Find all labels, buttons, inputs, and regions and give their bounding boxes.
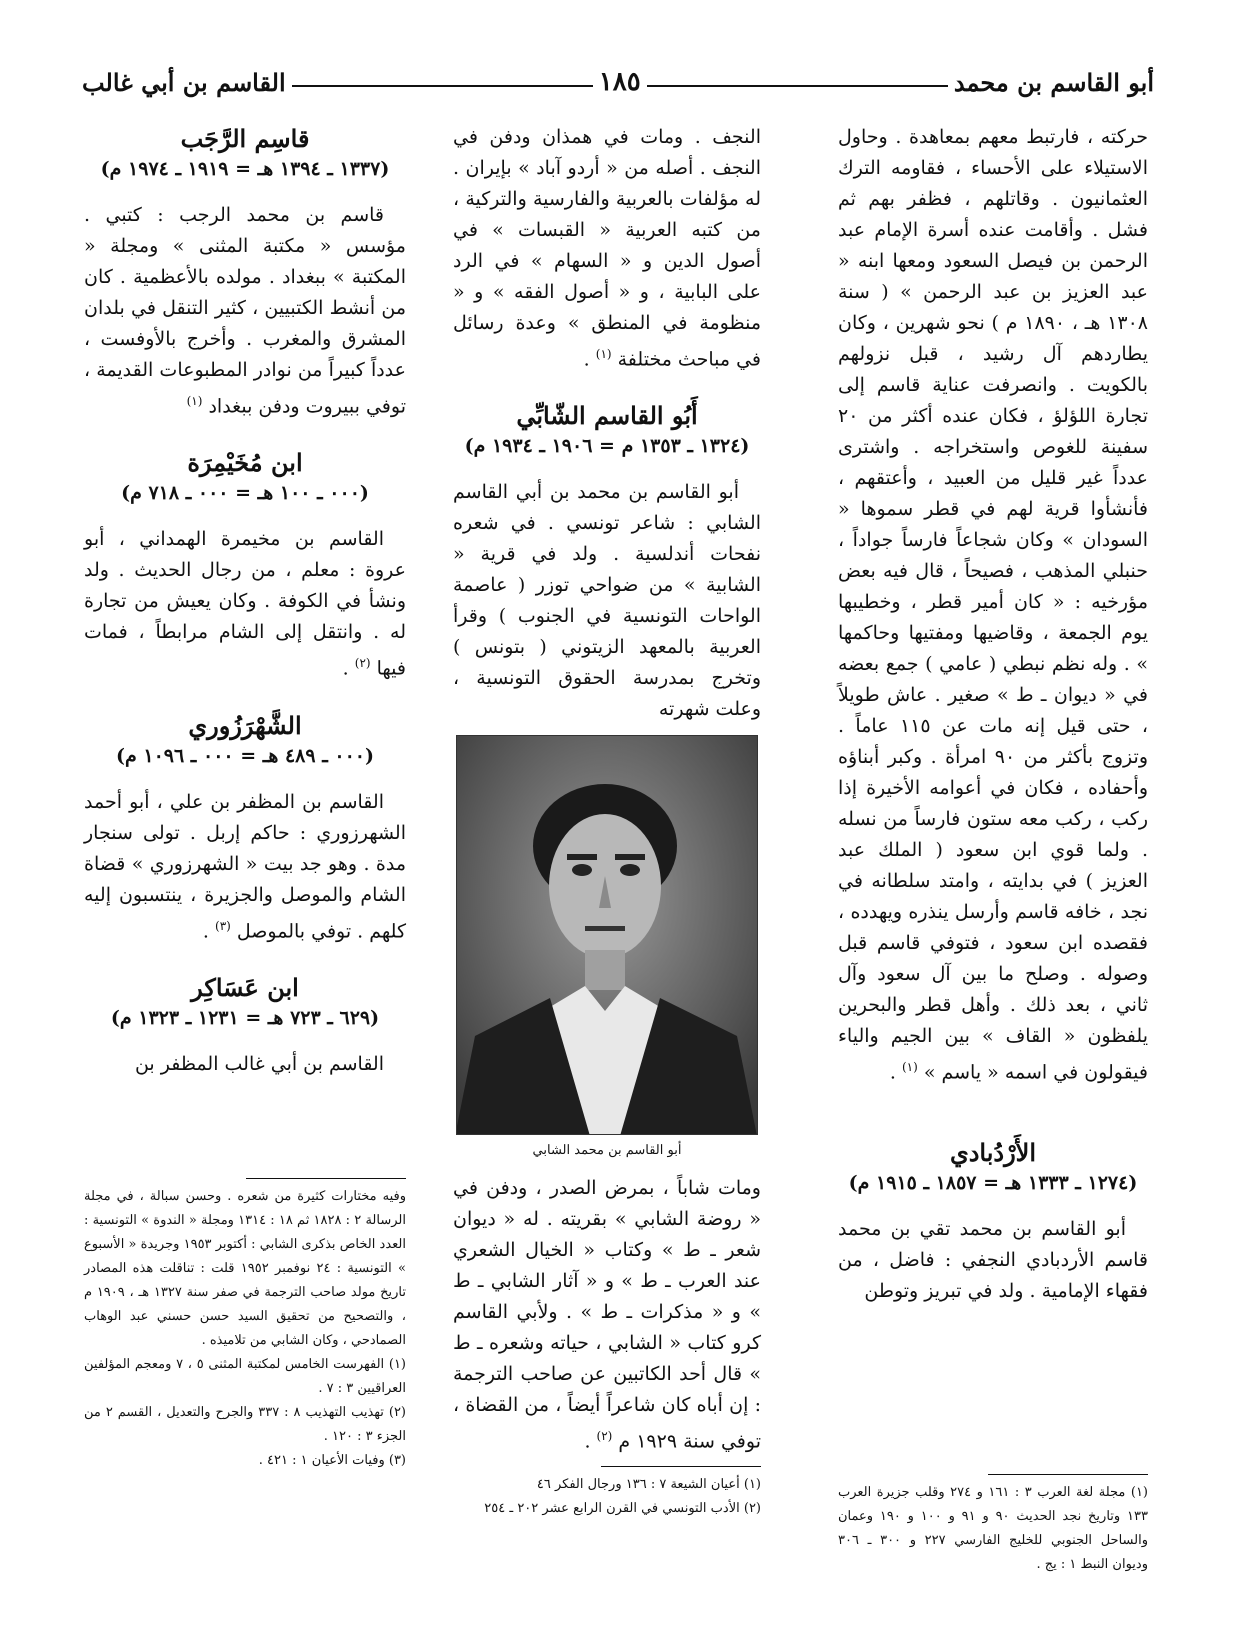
paragraph-shabbi-continuation: ومات شاباً ، بمرض الصدر ، ودفن في « روضة الشابي » بقريته . له « ديوان شعر ـ ط » وكتاب « الخيال الشعري عند العرب ـ ط » و « آثار الشابي ـ ط » و « مذكرات ـ ط » . ولأبي القاسم كرو كتاب « الشابي ، حياته وشعره ـ ط » قال أحد الكاتبين عن صاحب الترجمة : إن أباه كان شاعراً أيضاً ، من القضاة ، توفي سنة ١٩٢٩ م $^{(٢)}$ . [453,1177,761,1453]
entry-text-mukhaymira: القاسم بن مخيمرة الهمداني ، أبو عروة : معلم ، من رجال الحديث . ولد ونشأ في الكوفة . وكان يعيش من تجارة له . وانتقل إلى الشام مرابطاً ، فمات فيها $^{(٢)}$ . [84,528,406,680]
entry-dates-shahrazuri: (٠٠٠ ـ ٤٨٩ هـ = ٠٠٠ ـ ١٠٩٦ م) [115,744,375,767]
paragraph-qasim-continuation: حركته ، فارتبط معهم بمعاهدة . وحاول الاستيلاء على الأحساء ، فقاومه الترك العثمانيون . وقاتلهم ، فظفر بهم ثم فشل . وأقامت عنده أسرة الإمام عبد الرحمن بن فيصل السعود ومعها ابنه « عبد العزيز بن عبد الرحمن » ( سنة ١٣٠٨ هـ ، ١٨٩٠ م ) نحو شهرين ، وكان يطاردهم آل رشيد ، قبل نزولهم بالكويت . وانصرفت عناية قاسم إلى تجارة اللؤلؤ ، فكان عنده أكثر من ٢٠ سفينة للغوص واستخراجه . واشترى عدداً غير قليل من العبيد ، وأعتقهم ، فأنشأوا قرية لهم في قطر سموها « السودان » وكان شجاعاً فارساً جواداً ، حنبلي المذهب ، فصيحاً ، قال فيه بعض مؤرخيه : « كان أمير قطر ، وخطيبها يوم الجمعة ، وقاضيها ومفتيها وحاكمها » . وله نظم نبطي ( عامي ) جمع بعضه في « ديوان ـ ط » صغير . عاش طويلاً ، حتى قيل إنه مات عن ١١٥ عاماً . وتزوج بأكثر من ٩٠ امرأة . وكبر أبناؤه وأحفاده ، فكان في أعوامه الأخيرة إذا ركب ، ركب معه ستون فارساً من نسله . ولما قوي ابن سعود ( الملك عبد العزيز ) في بدايته ، وامتد سلطانه في نجد ، خافه قاسم وأرسل ينذره ويهدده ، فقصده ابن سعود ، فتوفي قاسم قبل وصوله . وصلح ما بين آل سعود وآل ثاني ، بعد ذلك . وأهل قطر والبحرين يلفظون « القاف » بين الجيم والياء فيقولون في اسمه « ياسم » $^{(١)}$ . [838,126,1149,1084]
footnote-rule [246,1178,406,1179]
entry-title-ardubadi: الأَرْدُبادي [949,1138,1037,1168]
column-right [838,122,1148,1307]
footnote-item: (١) أعيان الشيعة ٧ : ١٣٦ ورجال الفكر ٤٦ [536,1477,761,1492]
running-head-rule-right [647,85,948,87]
footnote-rule [601,1466,761,1467]
footnote-item: (٢) الأدب التونسي في القرن الرابع عشر ٢٠٢ ـ ٢٥٤ [484,1501,761,1516]
footnote-item: (٢) تهذيب التهذيب ٨ : ٣٣٧ والجرح والتعديل ، القسم ٢ من الجزء ٣ : ١٢٠ . [84,1405,406,1444]
entry-title-mukhaymira: ابن مُخَيْمِرَة [187,448,303,478]
photo-caption: أبو القاسم بن محمد الشابي [532,1143,682,1159]
running-head-rule-left [292,85,593,87]
column-middle [453,122,761,1458]
footnote-item: (١) مجلة لغة العرب ٣ : ١٦١ و ٢٧٤ وقلب جزيرة العرب ١٣٣ وتاريخ نجد الحديث ٩٠ و ٩١ و ١٠٠ و ١٩٠ وعمان والساحل الجنوبي للخليج الفارسي ٢٢٧ و ٣٠٠ ـ ٣٠٦ وديوان النبط ١ : يج . [838,1485,1148,1572]
entry-dates-mukhaymira: (٠٠٠ ـ ١٠٠ هـ = ٠٠٠ ـ ٧١٨ م) [121,482,369,505]
entry-dates-shabbi: (١٣٢٤ ـ ١٣٥٣ م = ١٩٠٦ ـ ١٩٣٤ م) [464,435,750,458]
footnotes-left [84,1178,406,1473]
entry-title-shabbi: أَبُو القاسم الشّابِّي [516,401,698,431]
entry-text-shahrazuri: القاسم بن المظفر بن علي ، أبو أحمد الشهرزوري : حاكم إربل . تولى سنجار مدة . وهو جد بيت « الشهرزوري » قضاة الشام والموصل والجزيرة ، ينتسبون إليه كلهم . توفي بالموصل $^{(٣)}$ . [84,790,406,942]
entry-text-rajab: قاسم بن محمد الرجب : كتبي . مؤسس « مكتبة المثنى » ومجلة « المكتبة » ببغداد . مولده بالأعظمية . كان من أنشط الكتبيين ، كثير التنقل في بلدان المشرق والمغرب . وأخرج بالأوفست ، عدداً كبيراً من نوادر المطبوعات القديمة ، توفي ببيروت ودفن ببغداد $^{(١)}$ [84,204,406,418]
footnote-item: وفيه مختارات كثيرة من شعره . وحسن سبالة ، في مجلة الرسالة ٢ : ١٨٢٨ ثم ١٨ : ١٣١٤ ومجلة « الندوة » التونسية : العدد الخاص بذكرى الشابي : أكتوبر ١٩٥٣ وجريدة « الأسبوع » التونسية : ٢٤ نوفمبر ١٩٥٢ قلت : تناقلت هذه المصادر تاريخ مولد صاحب الترجمة في صفر سنة ١٣٢٧ هـ ، ١٩٠٩ م ، والتصحيح من تحقيق السيد حسن حسني عبد الوهاب الصمادحي ، وكان الشابي من تلاميذه . [84,1189,407,1348]
footnote-item: (٣) وفيات الأعيان ١ : ٤٢١ . [258,1453,406,1468]
paragraph-ardubadi-continuation: النجف . ومات في همذان ودفن في النجف . أصله من « أردو آباد » بإيران . له مؤلفات بالعربية والفارسية والتركية ، من كتبه العربية « القبسات » في أصول الدين و « السهام » في الرد على البابية ، و « أصول الفقه » و « منظومة في المنطق » وعدة رسائل في مباحث مختلفة $^{(١)}$ . [453,126,761,371]
portrait-illustration [456,736,757,1135]
running-head-left: القاسم بن أبي غالب [81,67,286,97]
footnotes-middle [453,1466,761,1521]
footnote-rule [988,1474,1148,1475]
entry-text-ibn-asakir: القاسم بن أبي غالب المظفر بن [134,1052,384,1075]
entry-text-shabbi: أبو القاسم بن محمد بن أبي القاسم الشابي : شاعر تونسي . في شعره نفحات أندلسية . ولد في قرية « الشابية » من ضواحي توزر ( عاصمة الواحات التونسية في الجنوب ) وقرأ العربية بالمعهد الزيتوني ( بتونس ) وتخرج بمدرسة الحقوق التونسية ، وعلت شهرته [453,481,761,721]
page-number: ١٨٥ [598,67,641,97]
running-head-right: أبو القاسم بن محمد [953,67,1154,97]
footnote-item: (١) الفهرست الخامس لمكتبة المثنى ٥ ، ٧ ومعجم المؤلفين العراقيين ٣ : ٧ . [84,1357,406,1396]
entry-title-ibn-asakir: ابن عَسَاكِر [191,972,299,1002]
running-head [82,62,1154,102]
column-left [84,122,406,1080]
portrait-photo [456,735,758,1135]
entry-dates-ibn-asakir: (٦٢٩ ـ ٧٢٣ هـ = ١٢٣١ ـ ١٣٢٣ م) [110,1006,380,1029]
entry-dates-rajab: (١٣٣٧ ـ ١٣٩٤ هـ = ١٩١٩ ـ ١٩٧٤ م) [100,158,390,180]
entry-text-ardubadi: أبو القاسم بن محمد تقي بن محمد قاسم الأردبادي النجفي : فاضل ، من فقهاء الإمامية . ولد في تبريز وتوطن [838,1218,1148,1303]
entry-title-rajab: قاسِم الرَّجَب [180,124,310,153]
footnotes-right [838,1474,1148,1577]
entry-dates-ardubadi: (١٢٧٤ ـ ١٣٣٣ هـ = ١٨٥٧ ـ ١٩١٥ م) [848,1172,1138,1195]
entry-title-shahrazuri: الشَّهْرَزُوري [188,710,302,740]
